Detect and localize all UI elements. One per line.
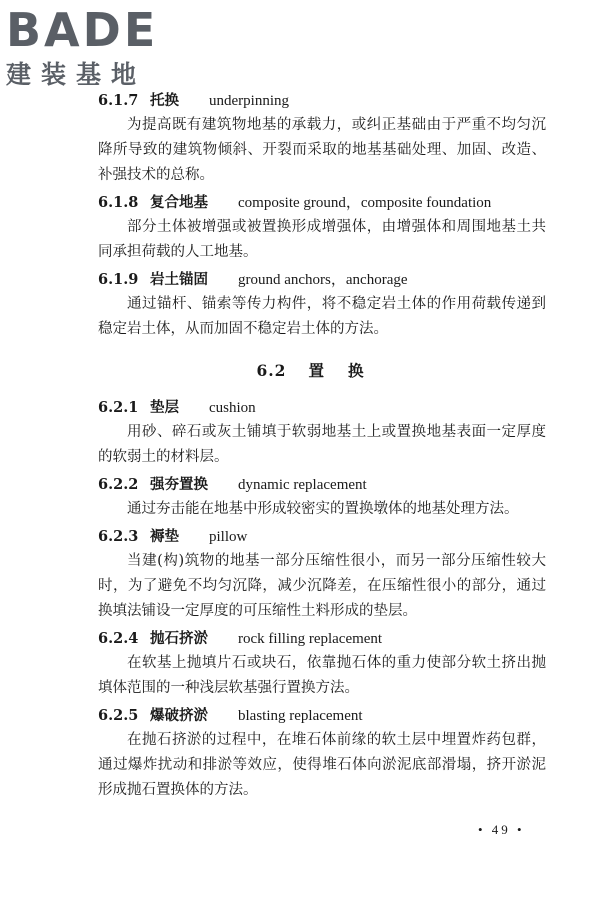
term-chinese: 强夯置换 (150, 476, 208, 493)
logo-text-cn: 建装基地 (6, 60, 147, 89)
entry-6-2-3 (98, 525, 546, 624)
entry-6-2-1 (98, 396, 546, 470)
term-english: blasting replacement (238, 708, 363, 724)
term-number: 6.2.5 (98, 707, 139, 724)
term-heading (98, 704, 546, 728)
term-heading (98, 89, 546, 113)
term-number: 6.2.1 (98, 399, 139, 416)
logo-text-en: BADE (6, 3, 159, 57)
page-content (98, 86, 546, 803)
term-chinese: 爆破挤淤 (150, 707, 208, 724)
section-title: 置换 (308, 361, 388, 380)
term-english: underpinning (209, 93, 289, 109)
term-heading (98, 268, 546, 292)
term-number: 6.1.7 (98, 92, 139, 109)
term-chinese: 托换 (150, 92, 179, 109)
section-heading (98, 358, 546, 384)
term-heading (98, 396, 546, 420)
entry-6-2-2 (98, 473, 546, 522)
term-number: 6.1.9 (98, 271, 139, 288)
entry-6-2-5 (98, 704, 546, 803)
term-heading (98, 473, 546, 497)
term-definition: 为提高既有建筑物地基的承载力，或纠正基础由于严重不均匀沉降所导致的建筑物倾斜、开裂而采取的地基基础处理、加固、改造、补强技术的总称。 (98, 117, 546, 183)
entry-6-1-7 (98, 89, 546, 188)
term-chinese: 垫层 (150, 399, 179, 416)
term-english: dynamic replacement (238, 477, 367, 493)
term-heading (98, 525, 546, 549)
term-heading (98, 627, 546, 651)
term-chinese: 岩土锚固 (150, 271, 208, 288)
term-definition: 通过锚杆、锚索等传力构件，将不稳定岩土体的作用荷载传递到稳定岩土体，从而加固不稳定岩土体的方法。 (98, 296, 546, 337)
term-chinese: 褥垫 (150, 528, 179, 545)
term-definition: 当建(构)筑物的地基一部分压缩性很小，而另一部分压缩性较大时，为了避免不均匀沉降，减少沉降差，在压缩性很小的部分，通过换填法铺设一定厚度的可压缩性土料形成的垫层。 (98, 553, 546, 619)
term-chinese: 抛石挤淤 (150, 630, 208, 647)
term-heading (98, 191, 546, 215)
term-definition: 在软基上抛填片石或块石，依靠抛石体的重力使部分软土挤出抛填体范围的一种浅层软基强行置换方法。 (98, 655, 546, 696)
term-english: ground anchors，anchorage (238, 272, 408, 288)
term-english: composite ground，composite foundation (238, 195, 492, 211)
term-english: pillow (209, 529, 248, 545)
section-number: 6.2 (256, 361, 287, 380)
term-definition: 通过夯击能在地基中形成较密实的置换墩体的地基处理方法。 (127, 501, 519, 517)
term-english: rock filling replacement (238, 631, 383, 647)
term-number: 6.1.8 (98, 194, 139, 211)
term-chinese: 复合地基 (150, 194, 208, 211)
logo (6, 4, 176, 90)
term-number: 6.2.3 (98, 528, 139, 545)
term-english: cushion (209, 400, 256, 416)
page-number: • 49 • (478, 822, 525, 837)
term-number: 6.2.2 (98, 476, 139, 493)
term-definition: 部分土体被增强或被置换形成增强体，由增强体和周围地基土共同承担荷载的人工地基。 (98, 219, 546, 260)
entry-6-1-8 (98, 191, 546, 265)
term-number: 6.2.4 (98, 630, 139, 647)
term-definition: 用砂、碎石或灰土铺填于软弱地基土上或置换地基表面一定厚度的软弱土的材料层。 (98, 424, 546, 465)
entry-6-2-4 (98, 627, 546, 701)
term-definition: 在抛石挤淤的过程中，在堆石体前缘的软土层中埋置炸药包群，通过爆炸扰动和排淤等效应，使得堆石体向淤泥底部滑塌，挤开淤泥形成抛石置换体的方法。 (98, 732, 546, 798)
entry-6-1-9 (98, 268, 546, 342)
